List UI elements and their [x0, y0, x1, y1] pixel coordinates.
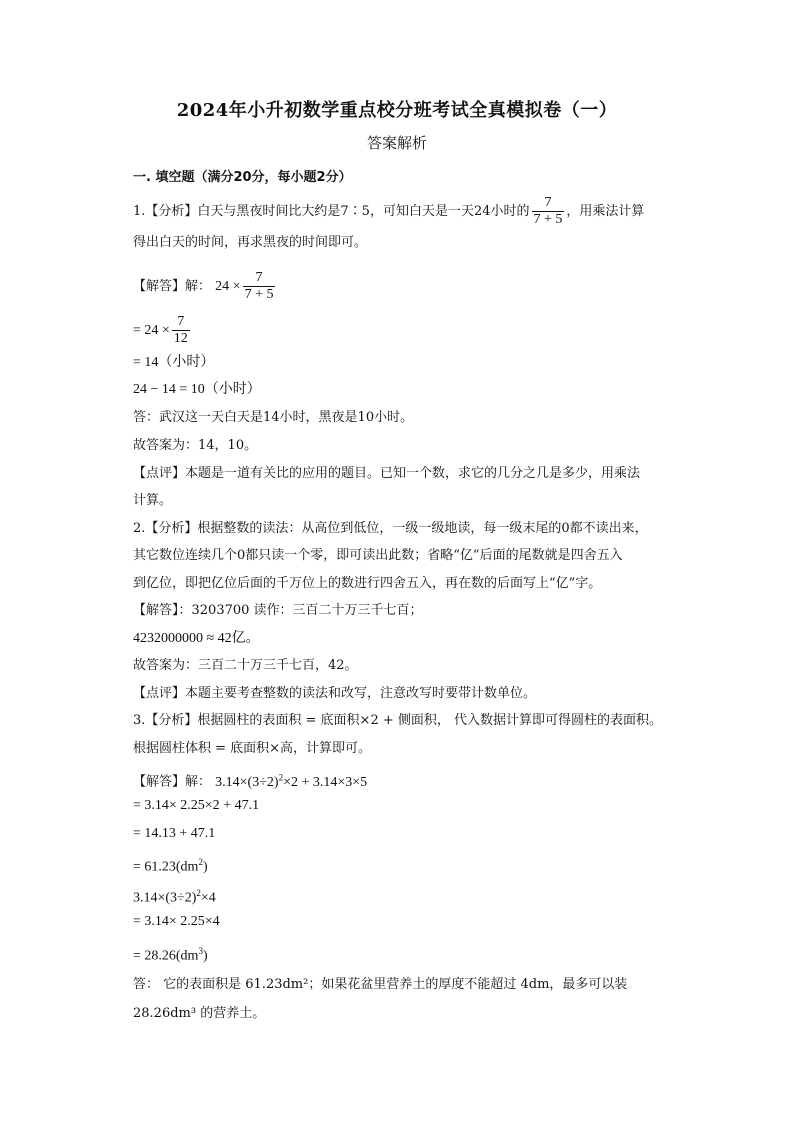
- page-subtitle: 答案解析: [366, 134, 427, 152]
- q1-solution-fraction: [243, 270, 276, 303]
- q2-analysis-line1: 2.【分析】根据整数的读法：从高位到低位，一级一级地读，每一级末尾的0都不读出来，: [133, 521, 648, 536]
- q3-expr7-text: = 28.26(dm: [133, 948, 199, 964]
- q2-solution-line1: 【解答】：3203700 读作：三百二十万三千七百；: [133, 603, 423, 618]
- q1-analysis-text-a: 1.【分析】白天与黑夜时间比大约是7∶5，可知白天是一天24小时的: [133, 204, 530, 219]
- q3-expr5-exponent: 2: [196, 888, 201, 898]
- q1-solution-expr: 24 ×: [215, 279, 241, 294]
- q1-analysis-text-b: ，用乘法计算: [566, 204, 645, 219]
- q1-solution-expr2: = 24 ×: [133, 323, 170, 338]
- q2-fill-answer: 故答案为：三百二十万三千七百，42。: [133, 658, 358, 673]
- q1-solution-fraction-denominator: 7 + 5: [244, 287, 274, 302]
- q1-solution-line1: [133, 270, 277, 303]
- q1-fill-answer: 故答案为：14，10。: [133, 438, 258, 453]
- q2-analysis-line3: 到亿位，即把亿位后面的千万位上的数进行四舍五入，再在数的后面写上“亿”字。: [133, 576, 602, 591]
- q3-solution-line6: = 3.14× 2.25×4: [133, 914, 220, 929]
- section-heading: 一. 填空题（满分20分，每小题2分）: [133, 170, 352, 185]
- q1-comment-line2: 计算。: [133, 493, 173, 508]
- q3-expr1-part-a: 3.14×(3÷2): [215, 774, 279, 790]
- q3-solution-line3: = 14.13 + 47.1: [133, 826, 216, 841]
- q3-expr5-part-b: ×4: [200, 890, 216, 906]
- q1-solution-fraction2: [172, 314, 190, 347]
- q2-solution-line2: 4232000000 ≈ 42亿。: [133, 631, 260, 646]
- q1-solution-label: 【解答】解：: [133, 279, 212, 294]
- q3-expr4-exponent: 2: [198, 857, 203, 867]
- q2-comment: 【点评】本题主要考查整数的读法和改写，注意改写时要带计数单位。: [133, 686, 537, 701]
- q3-expr1-exponent: 2: [278, 772, 284, 782]
- q3-answer-line1: 答： 它的表面积是 61.23dm²；如果花盆里营养土的厚度不能超过 4dm，最多可以装: [133, 977, 628, 992]
- q1-fraction2-numerator: 7: [177, 314, 185, 329]
- q3-analysis-line2: 根据圆柱体积 = 底面积×高，计算即可。: [133, 741, 372, 756]
- q3-expr5-part-a: 3.14×(3÷2): [133, 890, 197, 906]
- q3-solution-line5: [133, 884, 216, 908]
- q1-comment-line1: 【点评】本题是一道有关比的应用的题目。已知一个数，求它的几分之几是多少，用乘法: [133, 466, 641, 481]
- q3-expr1-part-b: ×2 + 3.14×3×5: [283, 774, 368, 790]
- q1-solution-line3: = 14（小时）: [133, 355, 215, 370]
- q1-answer: 答：武汉这一天白天是14小时，黑夜是10小时。: [133, 410, 414, 425]
- q3-expr7-exponent: 3: [198, 946, 203, 956]
- q1-analysis-line1: [133, 195, 644, 228]
- q2-analysis-line2: 其它数位连续几个0都只读一个零，即可读出此数；省略“亿”后面的尾数就是四舍五入: [133, 548, 623, 563]
- q1-analysis-line2: 得出白天的时间，再求黑夜的时间即可。: [133, 235, 368, 250]
- q3-answer-line2: 28.26dm³ 的营养土。: [133, 1006, 266, 1021]
- q3-solution-line2: = 3.14× 2.25×2 + 47.1: [133, 798, 260, 813]
- page-title: 2024年小升初数学重点校分班考试全真模拟卷（一）: [176, 100, 618, 121]
- q1-fraction-numerator: 7: [544, 195, 552, 210]
- q1-solution-fraction-numerator: 7: [255, 270, 263, 285]
- q1-fraction: [532, 195, 565, 228]
- q3-solution-line4: = $61.23(dm^2)$: [133, 857, 208, 875]
- q3-solution-line7: = $28.26(dm^3)$: [133, 946, 208, 964]
- q1-solution-line4: 24 − 14 = 10（小时）: [133, 382, 261, 397]
- q3-solution-expr1: [215, 772, 368, 790]
- q3-solution-label: 【解答】解：: [133, 774, 212, 790]
- q1-solution-line2: [133, 314, 192, 347]
- q1-fraction2-denominator: 12: [173, 331, 188, 346]
- q1-fraction-denominator: 7 + 5: [533, 212, 563, 227]
- q3-solution-line1: [133, 768, 367, 792]
- q3-expr4-text: = 61.23(dm: [133, 859, 199, 875]
- q3-analysis-line1: 3.【分析】根据圆柱的表面积 = 底面积×2 + 侧面积， 代入数据计算即可得圆柱的表面积。: [133, 713, 663, 728]
